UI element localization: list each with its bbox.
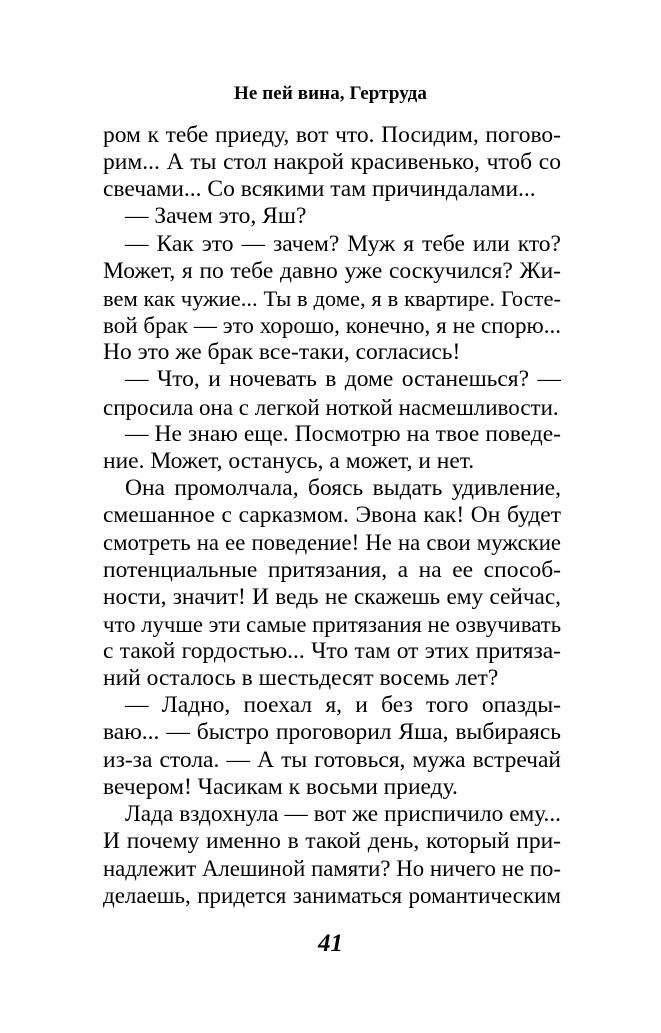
text-line: вечером! Часикам к восьми приеду. [103,773,458,800]
text-line: смотреть на ее поведение! Не на свои мужские [103,530,561,556]
text-line: потенциальные притязания, а на ее способ- [103,556,561,583]
text-line: ний осталось в шестьдесят восемь лет? [103,665,499,692]
text-line: вем как чужие... Ты в доме, я в квартире. Госте- [103,285,561,311]
text-line: надлежит Алешиной памяти? Но ничего не по- [103,856,561,882]
text-line: Она промолчала, боясь выдать удивление, [125,475,561,502]
text-line: что лучше эти самые притязания не озвучивать [103,611,561,637]
text-line: Но это же брак все-таки, согласись! [103,339,461,366]
text-line: свечами... Со всякими там причиндалами... [103,176,536,203]
text-line: смешанное с сарказмом. Эвона как! Он будет [103,502,561,529]
text-line: ние. Может, останусь, а может, и нет. [103,447,475,474]
text-line: ваю... — быстро проговорил Яша, выбираясь [103,719,561,746]
text-line: рим... А ты стол накрой красивенько, чтоб со [103,149,561,176]
body-text [103,122,561,910]
text-line: из-за стола. — А ты готовься, мужа встречай [103,746,561,773]
text-line: И почему именно в такой день, который при- [103,828,561,855]
page-number: 41 [318,930,343,957]
text-line: вой брак — это хорошо, конечно, я не спорю... [103,313,561,339]
text-line: Может, я по тебе давно уже соскучился? Жи- [103,257,561,284]
text-line: спросила она с легкой ноткой насмешливости. [103,394,559,420]
text-line: — Ладно, поехал я, и без того опазды- [125,692,561,719]
text-line: — Не знаю еще. Посмотрю на твое поведе- [125,420,561,447]
text-line: — Что, и ночевать в доме останешься? — [125,366,561,393]
running-head: Не пей вина, Гертруда [234,83,427,104]
text-line: с такой гордостью... Что там от этих притяза- [103,637,561,664]
text-line: ности, значит! И ведь не скажешь ему сейчас, [103,583,561,610]
text-line: Лада вздохнула — вот же приспичило ему... [125,800,561,827]
text-line: — Как это — зачем? Муж я тебе или кто? [125,230,561,257]
text-line: — Зачем это, Яш? [125,203,307,230]
text-line: делаешь, придется заниматься романтическим [103,883,561,909]
text-line: ром к тебе приеду, вот что. Посидим, погово- [103,122,561,148]
